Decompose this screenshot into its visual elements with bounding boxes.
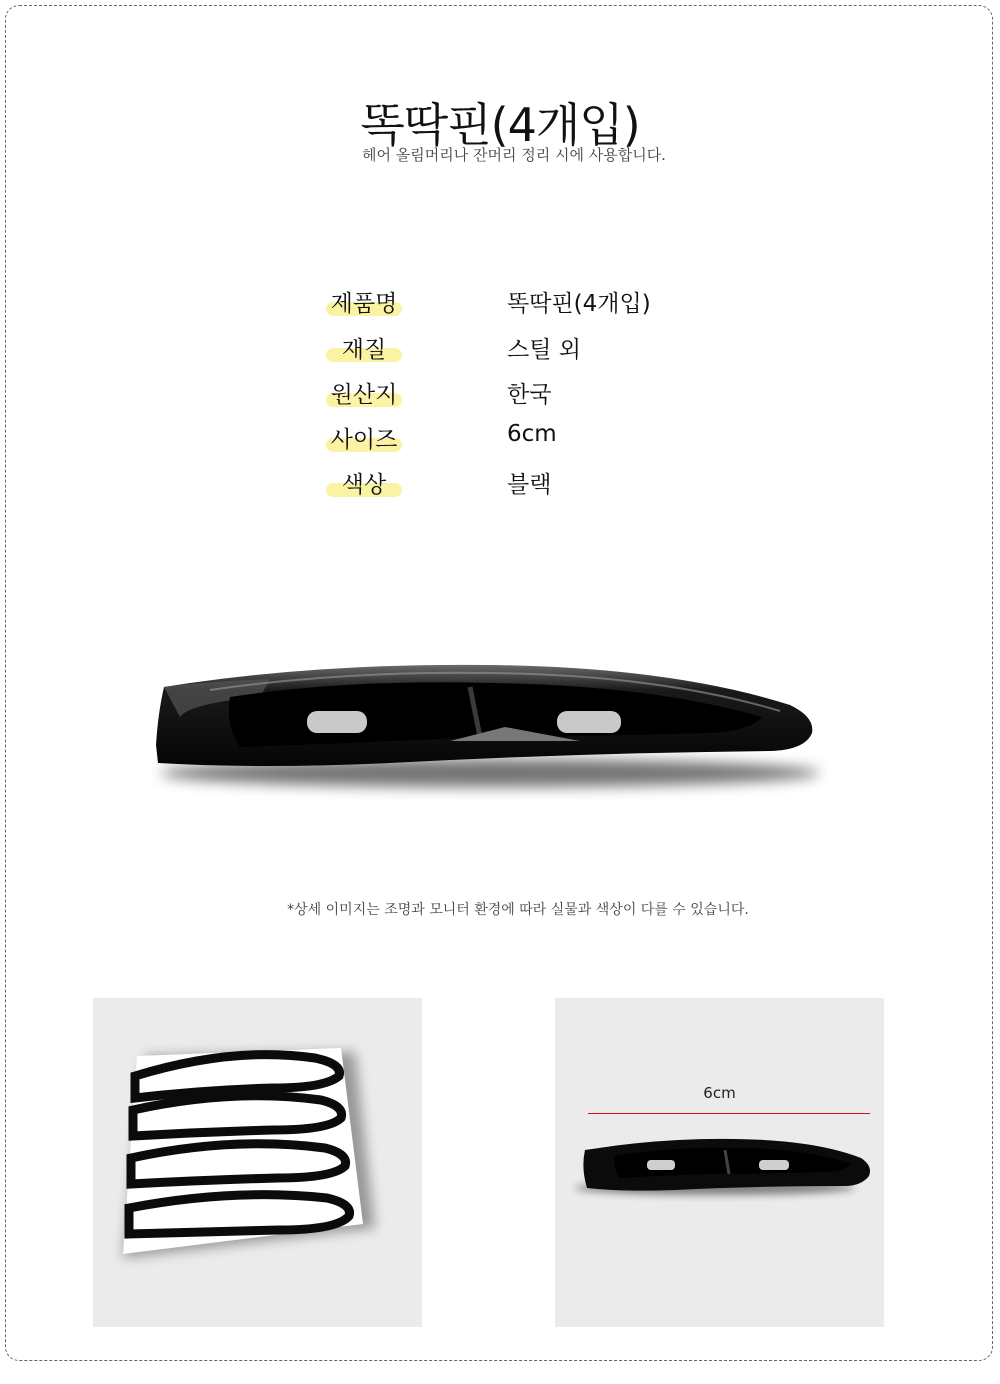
spec-row-size <box>0 421 1000 461</box>
spec-value: 6cm <box>507 421 557 447</box>
size-annotation: 6cm <box>703 1084 736 1102</box>
spec-value: 한국 <box>507 382 552 408</box>
spec-label: 색상 <box>326 466 402 499</box>
spec-value: 스틸 외 <box>507 337 581 363</box>
spec-value: 블랙 <box>507 472 552 498</box>
spec-row-name <box>0 285 1000 325</box>
hair-clip-size-photo <box>555 998 884 1327</box>
spec-row-material <box>0 331 1000 371</box>
four-hair-clips-photo <box>93 998 422 1327</box>
spec-label: 재질 <box>326 331 402 364</box>
product-subtitle: 헤어 올림머리나 잔머리 정리 시에 사용합니다. <box>362 146 666 164</box>
spec-row-color <box>0 466 1000 506</box>
color-disclaimer: *상세 이미지는 조명과 모니터 환경에 따라 실물과 색상이 다를 수 있습니다. <box>287 902 749 918</box>
product-title: 똑딱핀(4개입) <box>360 97 640 152</box>
spec-value: 똑딱핀(4개입) <box>507 291 651 317</box>
hair-clip-photo <box>150 645 850 820</box>
spec-label: 사이즈 <box>326 421 402 454</box>
spec-row-origin <box>0 376 1000 416</box>
spec-label: 제품명 <box>326 285 402 318</box>
spec-label: 원산지 <box>326 376 402 409</box>
